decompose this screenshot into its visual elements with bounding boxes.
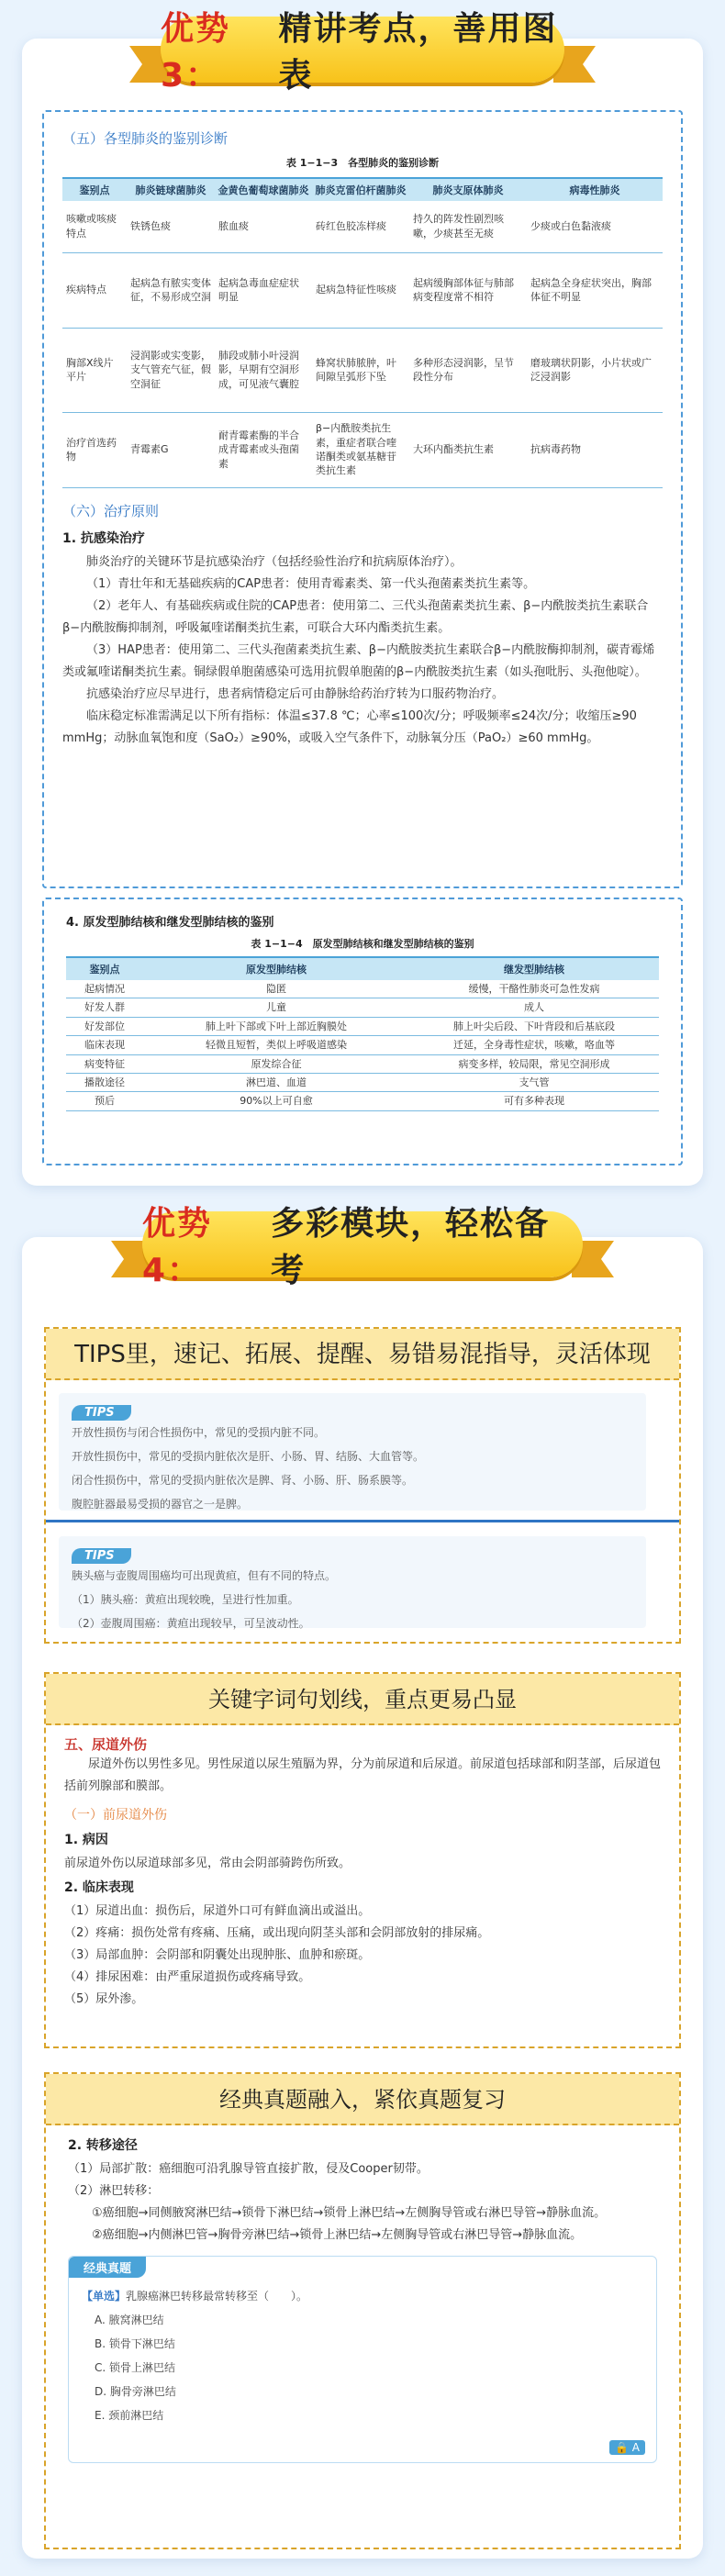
table-cell: 儿童	[143, 998, 409, 1017]
answer-label: A	[631, 2441, 640, 2454]
tips-line: 腹腔脏器最易受损的器官之一是脾。	[72, 1498, 249, 1511]
banner-prefix: 优势4：	[142, 1205, 213, 1289]
kw-heading: 1. 病因	[64, 1833, 108, 1847]
table-cell: 播散途径	[66, 1073, 143, 1091]
table-cell: 耐青霉素酶的半合成青霉素或头孢菌素	[215, 412, 312, 487]
banner-title: 精讲考点，善用图表	[278, 10, 558, 95]
table-cell: 病变多样，较局限，常见空洞形成	[409, 1054, 659, 1073]
table-cell: 抗病毒药物	[527, 412, 663, 487]
principle-subtitle: 1. 抗感染治疗	[62, 530, 145, 546]
table-cell: β−内酰胺类抗生素，重症者联合喹诺酮类或氨基糖苷类抗生素	[312, 412, 409, 487]
tips-card-2	[59, 1536, 646, 1628]
lock-icon: 🔒	[615, 2441, 629, 2454]
keyword-box-title: 关键字词句划线，重点更易凸显	[46, 1674, 679, 1725]
tips-badge: TIPS	[72, 1548, 131, 1564]
table-cell: 成人	[409, 998, 659, 1017]
table-cell: 起病急有脓实变体征，不易形成空洞	[127, 252, 215, 328]
paragraph: 临床稳定标准需满足以下所有指标：体温≤37.8 ℃；心率≤100次/分；呼吸频率≤24次/分；收缩压≥90 mmHg；动脉血氧饱和度（SaO₂）≥90%，或吸入空气条件下，动脉氧分压（PaO₂）≥60 mmHg。	[62, 708, 637, 745]
exam-item: ②癌细胞→内侧淋巴管→胸骨旁淋巴结→锁骨上淋巴结→左侧胸导管或右淋巴导管→静脉血流。	[92, 2228, 583, 2242]
kw-intro: 尿道外伤以男性多见。男性尿道以尿生殖膈为界，分为前尿道和后尿道。前尿道包括球部和阴茎部，后尿道包括前列腺部和膜部。	[64, 1757, 662, 1793]
table-cell: 支气管	[409, 1073, 659, 1091]
table-row	[66, 1073, 659, 1091]
table1-header: 肺炎支原体肺炎	[409, 178, 527, 201]
table-cell: 脓血痰	[215, 201, 312, 252]
table-row	[62, 328, 663, 412]
table-cell: 起病急特征性咳痰	[312, 252, 409, 328]
table-cell: 砖红色胶冻样痰	[312, 201, 409, 252]
paragraph: 抗感染治疗应尽早进行，患者病情稳定后可由静脉给药治疗转为口服药物治疗。	[86, 686, 505, 701]
exam-box-title: 经典真题融入，紧依真题复习	[46, 2074, 679, 2125]
section3-banner	[142, 10, 583, 95]
table-cell: 肺上叶尖后段、下叶背段和后基底段	[409, 1017, 659, 1035]
table-cell: 肺段或肺小叶浸润影，早期有空洞形成，可见液气囊腔	[215, 328, 312, 412]
table1-caption: 表 1−1−3 各型肺炎的鉴别诊断	[285, 157, 440, 169]
table-cell: 磨玻璃状阴影，小片状或广泛浸润影	[527, 328, 663, 412]
table1-header: 鉴别点	[62, 178, 127, 201]
exam-heading: 2. 转移途径	[68, 2138, 138, 2153]
table-row	[66, 1054, 659, 1073]
table-cell: 好发人群	[66, 998, 143, 1017]
table-cell: 持久的阵发性剧烈咳嗽，少痰甚至无痰	[409, 201, 527, 252]
tb-panel	[42, 898, 683, 1165]
table2-header: 原发型肺结核	[143, 957, 409, 980]
kw-item: （5）尿外渗。	[64, 1992, 144, 2006]
answer-badge[interactable]	[609, 2440, 645, 2455]
table-cell: 起病急全身症状突出，胸部体征不明显	[527, 252, 663, 328]
table-cell: 淋巴道、血道	[143, 1073, 409, 1091]
table-cell: 90%以上可自愈	[143, 1092, 409, 1110]
table-cell: 缓慢，干酪性肺炎可急性发病	[409, 980, 659, 998]
option: C. 锁骨上淋巴结	[95, 2361, 176, 2374]
table-cell: 可有多种表现	[409, 1092, 659, 1110]
table-cell: 浸润影或实变影，支气管充气征，假空洞征	[127, 328, 215, 412]
keyword-box	[44, 1672, 681, 2048]
section4-banner	[124, 1205, 601, 1289]
paragraph: 肺炎治疗的关键环节是抗感染治疗（包括经验性治疗和抗病原体治疗）。	[86, 554, 463, 569]
kw-item: （1）尿道出血：损伤后，尿道外口可有鲜血滴出或溢出。	[64, 1904, 371, 1918]
table-cell: 少痰或白色黏液痰	[527, 201, 663, 252]
table-cell: 青霉素G	[127, 412, 215, 487]
tips-line: 胰头癌与壶腹周围癌均可出现黄疸，但有不同的特点。	[72, 1569, 337, 1582]
sub-title: （五）各型肺炎的鉴别诊断	[62, 130, 229, 147]
table-row	[62, 252, 663, 328]
option: B. 锁骨下淋巴结	[95, 2337, 175, 2350]
table-row	[62, 201, 663, 252]
tips-divider	[46, 1520, 679, 1522]
banner-prefix: 优势3：	[161, 10, 231, 95]
table-row	[66, 1017, 659, 1035]
table-cell: 蜂窝状肺脓肿，叶间隙呈弧形下坠	[312, 328, 409, 412]
table-row	[66, 1092, 659, 1110]
kw-subtitle: （一）前尿道外伤	[64, 1808, 167, 1823]
tb-table	[66, 956, 659, 1111]
table-cell: 胸部X线片平片	[62, 328, 127, 412]
option: D. 胸骨旁淋巴结	[95, 2385, 176, 2398]
table-cell: 起病急毒血症症状明显	[215, 252, 312, 328]
table-cell: 好发部位	[66, 1017, 143, 1035]
table-row	[62, 412, 663, 487]
table1-header: 肺炎链球菌肺炎	[127, 178, 215, 201]
kw-item: （2）疼痛：损伤处常有疼痛、压痛，或出现向阴茎头部和会阴部放射的排尿痛。	[64, 1926, 490, 1940]
pneumonia-panel	[42, 110, 683, 888]
question-text: 乳腺癌淋巴转移最常转移至（ ）。	[126, 2290, 308, 2303]
principle-title: （六）治疗原则	[62, 502, 160, 519]
tips-line: 开放性损伤与闭合性损伤中，常见的受损内脏不同。	[72, 1426, 326, 1439]
tips-badge: TIPS	[72, 1405, 131, 1421]
table-cell: 迁延，全身毒性症状，咳嗽，咯血等	[409, 1036, 659, 1054]
table-cell: 铁锈色痰	[127, 201, 215, 252]
table-cell: 预后	[66, 1092, 143, 1110]
table-cell: 隐匿	[143, 980, 409, 998]
table-cell: 多种形态浸润影，呈节段性分布	[409, 328, 527, 412]
kw-text: 前尿道外伤以尿道球部多见，常由会阴部骑跨伤所致。	[64, 1857, 351, 1870]
exam-item: ①癌细胞→同侧腋窝淋巴结→锁骨下淋巴结→锁骨上淋巴结→左侧胸导管或右淋巴导管→静脉血流。	[92, 2206, 607, 2220]
kw-item: （3）局部血肿：会阴部和阴囊处出现肿胀、血肿和瘀斑。	[64, 1948, 371, 1962]
option: A. 腋窝淋巴结	[95, 2314, 164, 2326]
table-cell: 原发综合征	[143, 1054, 409, 1073]
table-cell: 治疗首选药物	[62, 412, 127, 487]
tips-card-1	[59, 1393, 646, 1511]
table-cell: 咳嗽或咳痰特点	[62, 201, 127, 252]
kw-item: （4）排尿困难：由严重尿道损伤或疼痛导致。	[64, 1970, 311, 1984]
tips-line: （1）胰头癌：黄疸出现较晚，呈进行性加重。	[72, 1593, 299, 1606]
tips-line: 闭合性损伤中，常见的受损内脏依次是脾、肾、小肠、肝、肠系膜等。	[72, 1474, 414, 1487]
kw-heading: 2. 临床表现	[64, 1880, 134, 1895]
table-cell: 起病情况	[66, 980, 143, 998]
paragraph: （3）HAP患者：使用第二、三代头孢菌素类抗生素、β−内酰胺类抗生素联合β−内酰胺酶抑制剂，碳青霉烯类或氟喹诺酮类抗生素。铜绿假单胞菌感染可选用抗假单胞菌的β−内酰胺类抗生素（如头孢吡肟、头孢他啶）。	[62, 642, 655, 679]
exam-box	[44, 2072, 681, 2549]
table2-header: 继发型肺结核	[409, 957, 659, 980]
table2-header: 鉴别点	[66, 957, 143, 980]
table-row	[66, 980, 659, 998]
table-cell: 病变特征	[66, 1054, 143, 1073]
table-cell: 轻微且短暂，类似上呼吸道感染	[143, 1036, 409, 1054]
table2-title: 4. 原发型肺结核和继发型肺结核的鉴别	[66, 916, 274, 930]
question-tag: 【单选】	[82, 2290, 127, 2303]
table-cell: 大环内酯类抗生素	[409, 412, 527, 487]
paragraph: （2）老年人、有基础疾病或住院的CAP患者：使用第二、三代头孢菌素类抗生素、β−内酰胺类抗生素联合β−内酰胺酶抑制剂，呼吸氟喹诺酮类抗生素，可联合大环内酯类抗生素。	[62, 598, 649, 635]
tips-line: 开放性损伤中，常见的受损内脏依次是肝、小肠、胃、结肠、大血管等。	[72, 1450, 425, 1463]
tips-line: （2）壶腹周围癌：黄疸出现较早，可呈波动性。	[72, 1617, 310, 1630]
exam-item: （1）局部扩散：癌细胞可沿乳腺导管直接扩散，侵及Cooper韧带。	[68, 2162, 429, 2176]
table-row	[66, 1036, 659, 1054]
table1-header: 肺炎克雷伯杆菌肺炎	[312, 178, 409, 201]
paragraph: （1）青壮年和无基础疾病的CAP患者：使用青霉素类、第一代头孢菌素类抗生素等。	[86, 576, 536, 591]
table1-header: 金黄色葡萄球菌肺炎	[215, 178, 312, 201]
exam-question-card	[68, 2256, 657, 2463]
table1-header: 病毒性肺炎	[527, 178, 663, 201]
banner-title: 多彩模块，轻松备考	[271, 1205, 551, 1289]
tips-box-title: TIPS里，速记、拓展、提醒、易错易混指导，灵活体现	[46, 1329, 679, 1380]
table-cell: 疾病特点	[62, 252, 127, 328]
table-cell: 临床表现	[66, 1036, 143, 1054]
pneumonia-table	[62, 177, 663, 488]
table2-caption: 表 1−1−4 原发型肺结核和继发型肺结核的鉴别	[251, 938, 474, 950]
exam-item: （2）淋巴转移：	[68, 2184, 160, 2198]
table-cell: 起病缓胸部体征与肺部病变程度常不相符	[409, 252, 527, 328]
option: E. 颈前淋巴结	[95, 2409, 164, 2422]
table-cell: 肺上叶下部或下叶上部近胸膜处	[143, 1017, 409, 1035]
exam-badge: 经典真题	[69, 2257, 146, 2278]
kw-section-title: 五、尿道外伤	[64, 1736, 148, 1753]
table-row	[66, 998, 659, 1017]
